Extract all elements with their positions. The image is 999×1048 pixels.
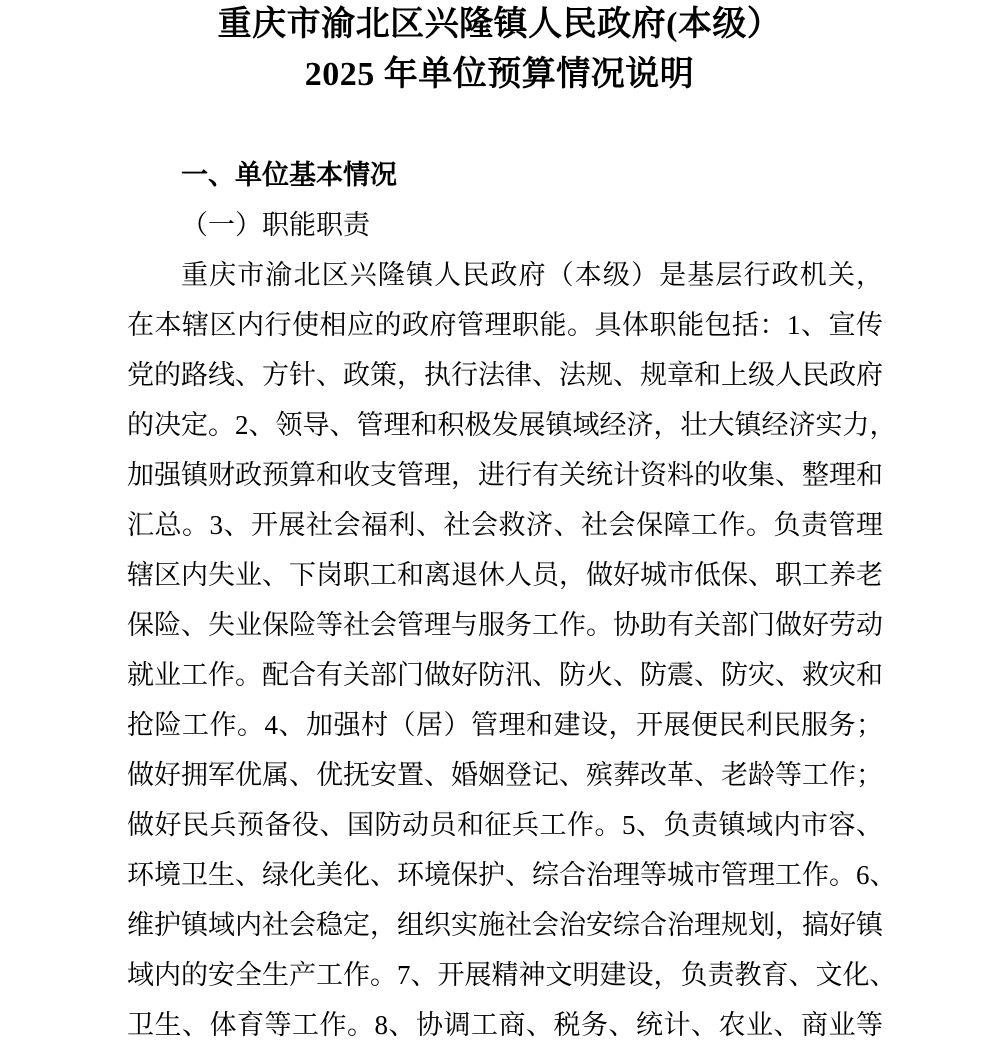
body-line: 环境卫生、绿化美化、环境保护、综合治理等城市管理工作。6、 bbox=[127, 860, 897, 890]
body-line: 保险、失业保险等社会管理与服务工作。协助有关部门做好劳动 bbox=[127, 610, 883, 640]
body-line: 维护镇域内社会稳定，组织实施社会治安综合治理规划，搞好镇 bbox=[127, 910, 883, 940]
body-line: 重庆市渝北区兴隆镇人民政府（本级）是基层行政机关， bbox=[181, 260, 883, 290]
body-line: 就业工作。配合有关部门做好防汛、防火、防震、防灾、救灾和 bbox=[127, 660, 883, 690]
body-paragraph bbox=[0, 250, 999, 1048]
subsection-heading: （一）职能职责 bbox=[181, 210, 370, 240]
section-heading: 一、单位基本情况 bbox=[181, 160, 397, 190]
body-line: 在本辖区内行使相应的政府管理职能。具体职能包括：1、宣传 bbox=[127, 310, 883, 340]
body-line: 卫生、体育等工作。8、协调工商、税务、统计、农业、商业等 bbox=[127, 1010, 883, 1040]
body-line: 抢险工作。4、加强村（居）管理和建设，开展便民利民服务； bbox=[127, 710, 883, 740]
title-heading-gap bbox=[0, 100, 999, 150]
body-line: 党的路线、方针、政策，执行法律、法规、规章和上级人民政府 bbox=[127, 360, 883, 390]
body-line: 做好拥军优属、优抚安置、婚姻登记、殡葬改革、老龄等工作； bbox=[127, 760, 883, 790]
document-title-line-1: 重庆市渝北区兴隆镇人民政府(本级） bbox=[217, 6, 782, 43]
body-line: 加强镇财政预算和收支管理，进行有关统计资料的收集、整理和 bbox=[127, 460, 883, 490]
body-line: 域内的安全生产工作。7、开展精神文明建设，负责教育、文化、 bbox=[127, 960, 897, 990]
body-line: 的决定。2、领导、管理和积极发展镇域经济，壮大镇经济实力， bbox=[127, 410, 897, 440]
body-line: 做好民兵预备役、国防动员和征兵工作。5、负责镇域内市容、 bbox=[127, 810, 883, 840]
document-title-line-2: 2025 年单位预算情况说明 bbox=[304, 56, 695, 93]
body-line: 辖区内失业、下岗职工和离退休人员，做好城市低保、职工养老 bbox=[127, 560, 883, 590]
body-line: 汇总。3、开展社会福利、社会救济、社会保障工作。负责管理 bbox=[127, 510, 883, 540]
